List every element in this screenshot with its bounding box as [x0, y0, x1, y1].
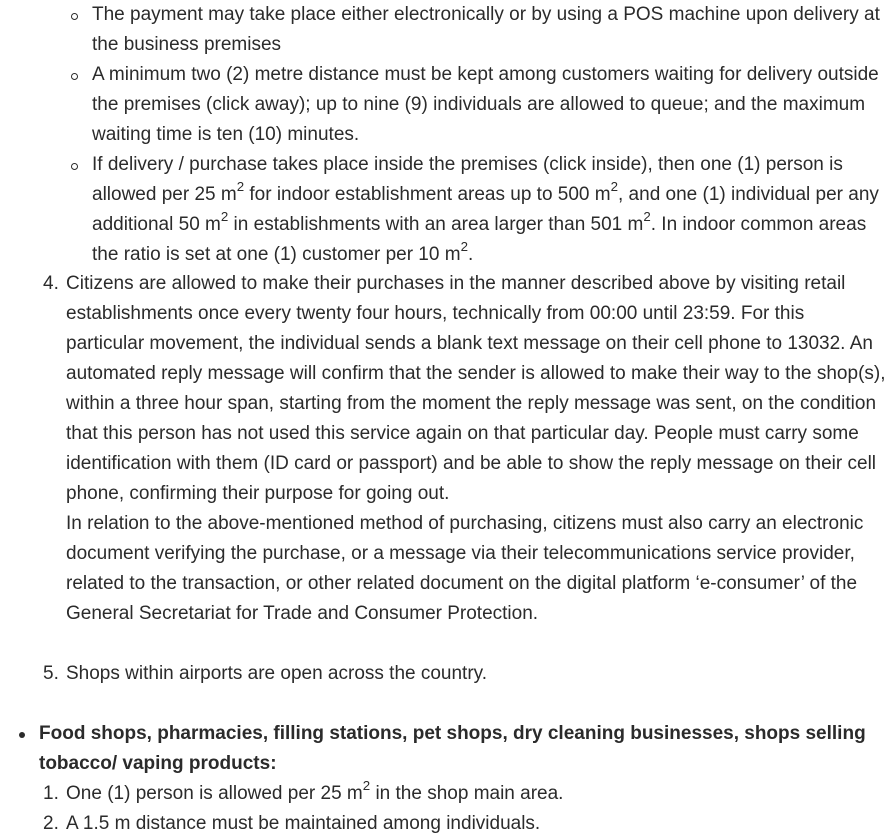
- list-number: 2.: [43, 813, 59, 834]
- paragraph: Shops within airports are open across the country.: [66, 663, 488, 684]
- list-item-text: A 1.5 m distance must be maintained among individuals.: [66, 813, 541, 834]
- list-item-text: One (1) person is allowed per 25 $m^2$ in the shop main area.: [66, 777, 564, 804]
- circle-bullet-icon: [71, 13, 78, 20]
- circle-bullet-icon: [71, 163, 78, 170]
- sub-bullet-text: The payment may take place either electronically or by using a POS machine upon delivery at the business premises: [92, 4, 880, 55]
- list-number: 4.: [43, 273, 59, 294]
- numbered-item-4: [43, 269, 886, 629]
- list-number: 5.: [43, 663, 59, 684]
- list-number: 1.: [43, 783, 59, 804]
- sub-bullet-item: [92, 150, 892, 270]
- sub-bullet-item: [92, 60, 892, 150]
- paragraph: In relation to the above-mentioned method of purchasing, citizens must also carry an electronic document verifying the purchase, or a message via their telecommunications service provider, related to the transaction, or other related document on the digital platform ‘e-consumer’ of the General Secretariat for Trade and Consumer Protection.: [66, 513, 864, 624]
- list-item: [43, 809, 886, 839]
- section-heading: Food shops, pharmacies, filling stations, pet shops, dry cleaning businesses, shops selling tobacco/ vaping products:: [39, 723, 866, 774]
- circle-bullet-icon: [71, 73, 78, 80]
- sub-bullet-item: [92, 0, 892, 60]
- sub-bullet-text: If delivery / purchase takes place inside the premises (click inside), then one (1) person is allowed per 25 $m^2$ for indoor establishment areas up to 500 $m^2$, and one (1) individual per any additional 50 $m^2$ in establishments with an area larger than 501 $m^2$. In indoor common areas the ratio is set at one (1) customer per 10 $m^2$.: [92, 154, 879, 265]
- disc-bullet-icon: [19, 732, 25, 738]
- list-item: [43, 777, 886, 809]
- sub-bullet-text: A minimum two (2) metre distance must be kept among customers waiting for delivery outside the premises (click away); up to nine (9) individuals are allowed to queue; and the maximum waiting time is ten (10) minutes.: [92, 64, 879, 145]
- sub-bullet-list: [92, 0, 892, 270]
- paragraph: Citizens are allowed to make their purchases in the manner described above by visiting retail establishments once every twenty four hours, technically from 00:00 until 23:59. For this particular movement, the individual sends a blank text message on their cell phone to 13032. An automated reply message will confirm that the sender is allowed to make their way to the shop(s), within a three hour span, starting from the moment the reply message was sent, on the condition that this person has not used this service again on that particular day. People must carry some identification with them (ID card or passport) and be able to show the reply message on their cell phone, confirming their purpose for going out.: [66, 273, 886, 504]
- food-shops-rules-list: [43, 777, 886, 839]
- numbered-item-5: [43, 659, 886, 689]
- bullet-item-food-shops: [39, 719, 889, 779]
